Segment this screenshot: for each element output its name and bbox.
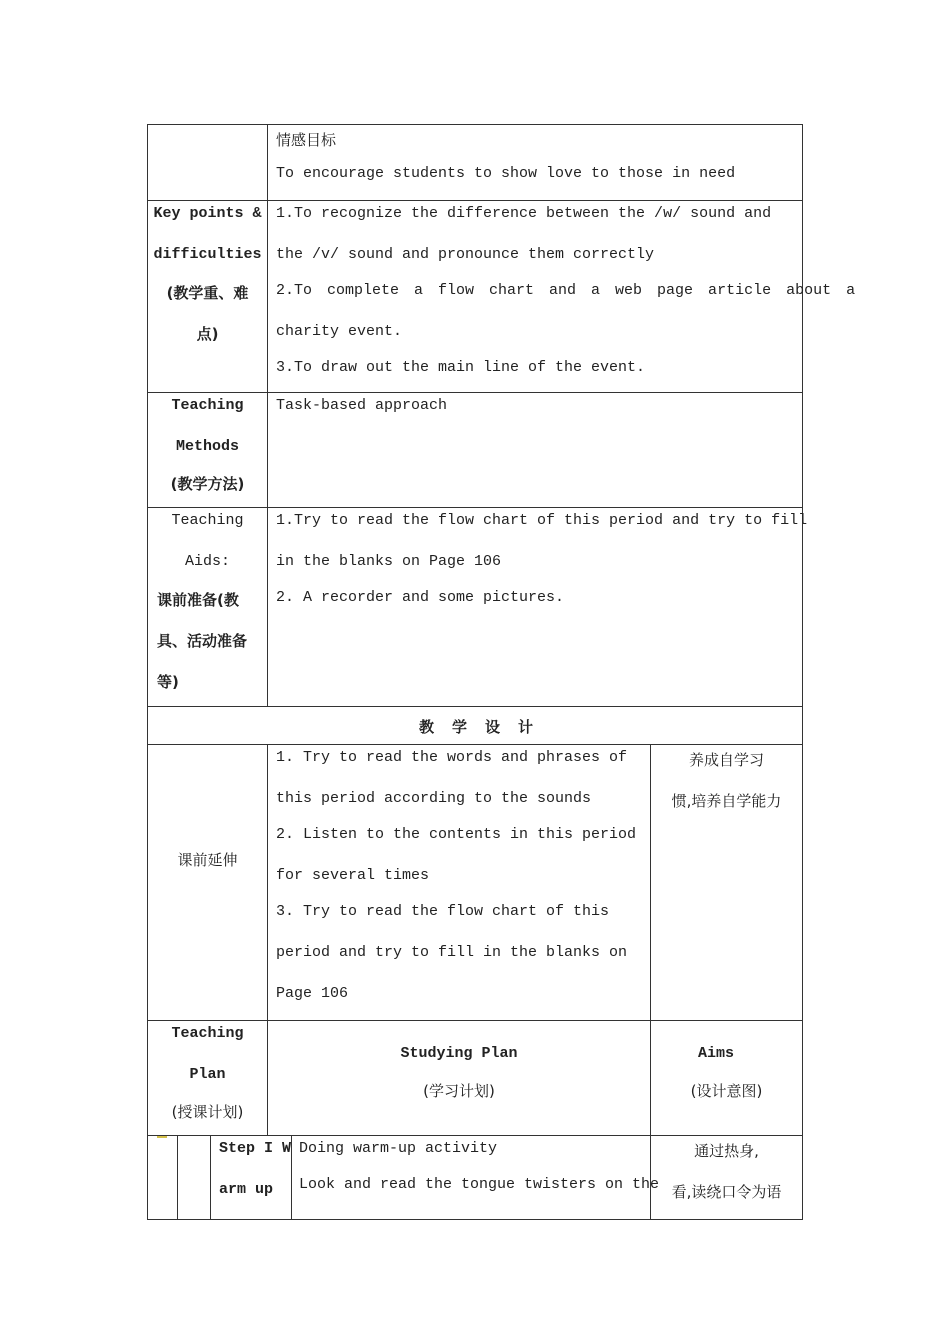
preview-row <box>147 744 803 1021</box>
aids-label: 具、活动准备 <box>157 632 248 650</box>
preview-label: 课前延伸 <box>177 851 238 869</box>
key-points-row <box>147 200 856 393</box>
aids-label: Aids: <box>184 553 230 570</box>
plan-header-row <box>147 1020 803 1136</box>
step-label: arm up <box>219 1181 274 1198</box>
key-point-line: 3.To draw out the main line of the event. <box>276 359 646 376</box>
key-points-label: (教学重、难 <box>166 284 249 302</box>
step-aim: 看,读绕口令为语 <box>671 1183 782 1201</box>
key-points-label: 点) <box>196 325 219 343</box>
methods-label: Methods <box>175 438 239 455</box>
methods-label: (教学方法) <box>170 475 245 493</box>
step-line: Look and read the tongue twisters on the <box>299 1176 660 1193</box>
aids-line: 2. A recorder and some pictures. <box>276 589 565 606</box>
aims-heading: (设计意图) <box>690 1082 763 1100</box>
aids-label: 等) <box>157 673 179 691</box>
aids-line: in the blanks on Page 106 <box>276 553 502 570</box>
aims-heading: Aims <box>697 1045 734 1062</box>
preview-line: for several times <box>276 867 430 884</box>
design-header: 教学设计 <box>418 718 551 736</box>
studying-plan-heading: (学习计划) <box>423 1082 495 1100</box>
methods-text: Task-based approach <box>276 397 448 414</box>
emotional-goals-text: To encourage students to show love to those in need <box>276 165 736 182</box>
preview-line: 2. Listen to the contents in this period <box>276 826 637 843</box>
key-point-line: 2.To complete a flow chart and a web page article about a <box>276 282 856 299</box>
key-point-line: the /v/ sound and pronounce them correctly <box>276 246 655 263</box>
preview-line: 1. Try to read the words and phrases of <box>276 749 628 766</box>
preview-line: this period according to the sounds <box>276 790 592 807</box>
key-point-line: charity event. <box>276 323 403 340</box>
preview-line: 3. Try to read the flow chart of this <box>276 903 610 920</box>
preview-line: Page 106 <box>276 985 349 1002</box>
plan-label: Teaching <box>171 1025 244 1042</box>
aids-line: 1.Try to read the flow chart of this period and try to fill <box>276 512 808 529</box>
plan-label: (授课计划) <box>171 1103 244 1121</box>
aids-label: Teaching <box>171 512 244 529</box>
preview-aim: 养成自学习 <box>688 751 764 769</box>
plan-label: Plan <box>189 1066 226 1083</box>
teaching-aids-row <box>147 507 808 707</box>
aids-label: 课前准备(教 <box>157 591 239 609</box>
emotional-goals-row <box>147 124 803 201</box>
step-line: Doing warm-up activity <box>299 1140 498 1157</box>
design-header-row <box>147 706 803 745</box>
step-aim: 通过热身, <box>694 1142 759 1160</box>
key-points-label: Key points & <box>153 205 262 222</box>
highlight-marker <box>157 1136 167 1138</box>
step-label: Step I W <box>219 1140 292 1157</box>
preview-aim: 惯,培养自学能力 <box>671 792 782 810</box>
preview-line: period and try to fill in the blanks on <box>276 944 628 961</box>
key-points-label: difficulties <box>153 246 262 263</box>
studying-plan-heading: Studying Plan <box>400 1045 518 1062</box>
key-point-line: 1.To recognize the difference between the /w/ sound and <box>276 205 772 222</box>
emotional-goals-title: 情感目标 <box>276 131 337 149</box>
methods-label: Teaching <box>171 397 244 414</box>
teaching-methods-row <box>147 392 803 508</box>
step-warm-up-row <box>147 1135 803 1220</box>
